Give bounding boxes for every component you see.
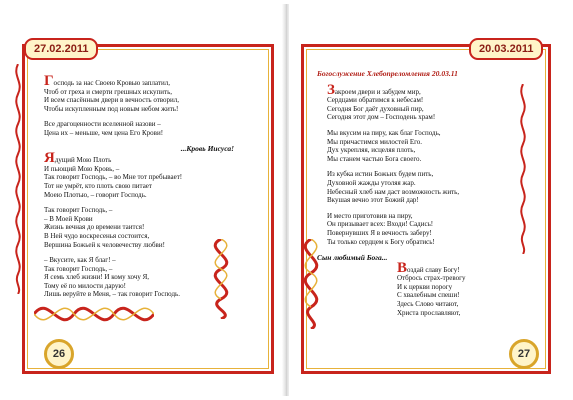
right-page [289,4,569,396]
poem-line: Христа прославляют, [397,308,461,317]
poem-line: Сегодня Бог даёт духовный пир, [327,104,424,113]
poem-line-text: акроем двери и забудем мир, [334,87,421,96]
poem-line: В Ней чудо воскресенья состоится, [44,231,150,240]
poem-line: И пьющий Мою Кровь, – [44,164,120,173]
poem-line: Он призывает всех: Входи! Садись! [327,220,434,229]
stanza [317,81,547,122]
poem-line: Тот не умрёт, кто плоть свою питает [44,181,152,190]
poem-line: Сердцами обратимся к небесам! [327,96,424,105]
stanza [44,150,274,199]
poem-line-text: дущий Мою Плоть [54,156,112,165]
poem-line: Чтоб от греха и смерти грешных искупить, [44,87,173,96]
poem-line: Небесный хлеб нам даст возможность жить, [327,187,460,196]
poem-line-text: осподь за нас Своею Кровью заплатил, [53,79,170,87]
poem-line: И место приготовив на пиру, [327,211,413,220]
poem-line: – В Моей Крови [44,214,93,223]
poem-line: Так говорит Господь, – [44,206,113,215]
poem-line: Я семь хлеб жизни! И кому хочу Я, [44,273,150,282]
section-heading: ...Кровь Иисуса! [180,143,234,153]
poem-line: Все драгоценности вселенной назови – [44,120,161,129]
poem-line: Так говорит Господь, – [44,264,113,273]
stanza [317,212,547,246]
section-heading: Сын любимый Бога... [317,253,388,263]
poem-line [397,259,547,276]
poem-line: Духовной жажды утоляя жар. [327,178,416,187]
poem-line: Из кубка истин Божьих будем пить, [327,170,434,179]
left-page-date: 27.02.2011 [24,38,98,60]
poem-line: И к церкви порогу [397,282,453,291]
stanza [44,206,274,249]
knot-border-icon [12,64,24,294]
page-title: Богослужение Хлебопреломления 20.03.11 [317,69,458,78]
left-page-text [44,73,274,306]
stanza [317,129,547,163]
stanza [317,170,547,204]
drop-cap: Я [44,150,55,167]
poem-line: Вершина Божьей к человечеству любви! [44,240,165,249]
poem-line [44,150,274,167]
poem-line: Лишь веруйте в Меня, – так говорит Господь. [44,290,180,299]
page-number: 27 [509,339,539,369]
poem-line: Вкушая вечно этот Божий дар! [327,196,419,205]
page-number: 26 [44,339,74,369]
poem-line: Так говорит Господь, – во Мне тот пребывает! [44,173,183,182]
drop-cap: З [327,81,335,98]
right-page-text [317,70,547,324]
stanza [44,256,274,299]
poem-line [44,73,274,89]
poem-line: Мы станем частью Бога своего. [327,154,422,163]
poem-line: С хвалебным спеши! [397,291,460,300]
poem-line: Отбрось страх-тревогу [397,274,466,283]
stanza [44,73,274,113]
right-page-date: 20.03.2011 [469,38,543,60]
poem-line: Мы причастимся милостей Его. [327,137,423,146]
poem-line: Сегодня этот дом – Господень храм! [327,113,436,122]
poem-line: И всем спасённым двери в вечность отворил, [44,96,180,105]
stanza [44,120,274,137]
poem-line: Цена их – меньше, чем цена Его Крови! [44,128,164,137]
book-spread [4,4,569,396]
poem-line-text: оздай славу Богу! [407,265,460,274]
poem-line: Здесь Слово читают, [397,300,459,309]
poem-line: Дух укрепляя, исцеляя плоть, [327,146,416,155]
poem-line: Жизнь вечная до времени таится! [44,223,145,232]
drop-cap: В [397,259,408,276]
poem-line [327,81,547,98]
poem-line: Тому её по милости дарую! [44,281,126,290]
poem-line: Чтобы искупленным под новым небом жить! [44,104,179,113]
poem-line: Мы вкусим на пиру, как благ Господь, [327,128,441,137]
poem-line: Моею Плотью, – говорит Господь. [44,190,147,199]
poem-line: Ты только сердцем к Богу обратись! [327,237,435,246]
poem-line: – Вкусите, как Я благ! – [44,256,116,265]
drop-cap: Г [44,73,54,89]
left-page [4,4,284,396]
stanza [317,259,547,318]
poem-line: Повернувших Я в вечность заберу! [327,228,432,237]
